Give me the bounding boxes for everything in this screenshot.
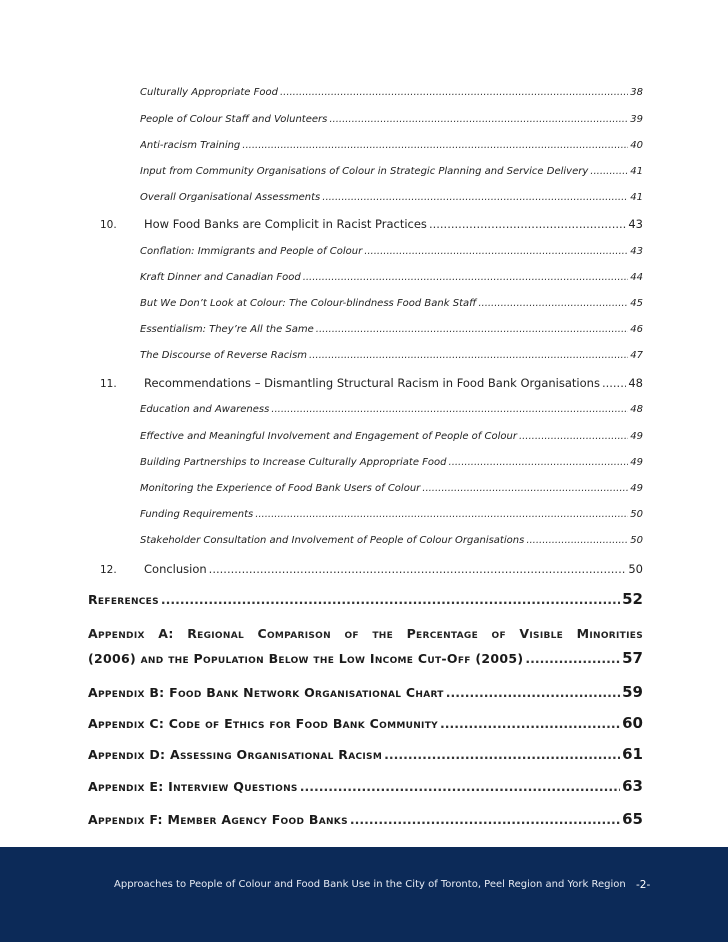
leader-dots bbox=[525, 651, 620, 666]
toc-entry-label: (2006) and the Population Below the Low Income Cut-Off (2005) bbox=[88, 651, 524, 666]
section-title: How Food Banks are Complicit in Racist Practices bbox=[144, 217, 427, 231]
leader-dots bbox=[322, 192, 628, 203]
page-number: -2- bbox=[636, 879, 651, 891]
toc-section-12[interactable] bbox=[100, 562, 643, 576]
footer-title: Approaches to People of Colour and Food Bank Use in the City of Toronto, Peel Region and York Region bbox=[114, 879, 626, 890]
toc-entry-label: The Discourse of Reverse Racism bbox=[140, 350, 308, 361]
toc-entry[interactable] bbox=[140, 140, 643, 151]
leader-dots bbox=[478, 298, 628, 309]
leader-dots bbox=[440, 716, 620, 731]
toc-entry[interactable] bbox=[140, 431, 643, 442]
leader-dots bbox=[350, 812, 620, 827]
toc-entry-page: 45 bbox=[630, 298, 643, 309]
toc-entry-label: But We Don’t Look at Colour: The Colour-blindness Food Bank Staff bbox=[140, 298, 477, 309]
leader-dots bbox=[429, 217, 626, 231]
section-title: Recommendations – Dismantling Structural Racism in Food Bank Organisations bbox=[144, 376, 600, 390]
leader-dots bbox=[449, 457, 629, 468]
toc-entry-label: Monitoring the Experience of Food Bank Users of Colour bbox=[140, 483, 421, 494]
section-number: 11. bbox=[100, 378, 117, 390]
toc-entry-page: 41 bbox=[630, 192, 643, 203]
toc-appendix-d[interactable] bbox=[88, 745, 643, 763]
toc-entry-label: Appendix D: Assessing Organisational Racism bbox=[88, 747, 383, 762]
toc-section-10[interactable] bbox=[100, 217, 643, 231]
toc-entry[interactable] bbox=[140, 246, 643, 257]
leader-dots bbox=[255, 509, 628, 520]
toc-entry-label: Input from Community Organisations of Colour in Strategic Planning and Service Delivery bbox=[140, 166, 589, 177]
toc-entry[interactable] bbox=[140, 509, 643, 520]
toc-entry-page: 50 bbox=[628, 562, 643, 576]
toc-entry-label: Effective and Meaningful Involvement and Engagement of People of Colour bbox=[140, 431, 517, 442]
toc-entry[interactable] bbox=[140, 114, 643, 125]
leader-dots bbox=[602, 376, 626, 390]
toc-appendix-e[interactable] bbox=[88, 777, 643, 795]
toc-entry-label: Funding Requirements bbox=[140, 509, 254, 520]
toc-entry-label: Appendix E: Interview Questions bbox=[88, 779, 298, 794]
toc-entry-page: 63 bbox=[622, 777, 643, 795]
leader-dots bbox=[309, 350, 628, 361]
toc-entry-page: 57 bbox=[622, 649, 643, 667]
leader-dots bbox=[519, 431, 628, 442]
toc-appendix-a[interactable] bbox=[88, 626, 643, 641]
leader-dots bbox=[316, 324, 628, 335]
toc-entry-label: People of Colour Staff and Volunteers bbox=[140, 114, 328, 125]
toc-entry-label: Building Partnerships to Increase Culturally Appropriate Food bbox=[140, 457, 447, 468]
toc-entry[interactable] bbox=[140, 350, 643, 361]
leader-dots bbox=[209, 562, 627, 576]
toc-entry-label: Appendix C: Code of Ethics for Food Bank Community bbox=[88, 716, 438, 731]
toc-entry-page: 49 bbox=[630, 483, 643, 494]
toc-entry-page: 44 bbox=[630, 272, 643, 283]
toc-entry-page: 48 bbox=[628, 376, 643, 390]
leader-dots bbox=[329, 114, 628, 125]
leader-dots bbox=[271, 404, 628, 415]
toc-entry-page: 39 bbox=[630, 114, 643, 125]
toc-entry[interactable] bbox=[140, 166, 643, 177]
toc-entry-label: Conflation: Immigrants and People of Colour bbox=[140, 246, 363, 257]
toc-entry-label: Essentialism: They’re All the Same bbox=[140, 324, 314, 335]
toc-entry-page: 50 bbox=[630, 535, 643, 546]
leader-dots bbox=[242, 140, 628, 151]
toc-entry-page: 49 bbox=[630, 431, 643, 442]
toc-section-11[interactable] bbox=[100, 376, 643, 390]
toc-entry-page: 41 bbox=[630, 166, 643, 177]
toc-entry-label: Appendix B: Food Bank Network Organisational Chart bbox=[88, 685, 444, 700]
toc-entry-page: 65 bbox=[622, 810, 643, 828]
toc-entry-label: Appendix F: Member Agency Food Banks bbox=[88, 812, 348, 827]
toc-entry-page: 40 bbox=[630, 140, 643, 151]
section-number: 12. bbox=[100, 564, 117, 576]
toc-entry[interactable] bbox=[140, 483, 643, 494]
toc-entry[interactable] bbox=[140, 324, 643, 335]
toc-entry-label: Appendix A: Regional Comparison of the Percentage of Visible Minorities bbox=[88, 626, 643, 641]
leader-dots bbox=[364, 246, 628, 257]
toc-entry[interactable] bbox=[140, 298, 643, 309]
toc-entry-page: 61 bbox=[622, 745, 643, 763]
toc-entry-label: References bbox=[88, 592, 159, 607]
leader-dots bbox=[161, 592, 620, 607]
toc-entry-label: Stakeholder Consultation and Involvement of People of Colour Organisations bbox=[140, 535, 525, 546]
toc-entry[interactable] bbox=[140, 272, 643, 283]
toc-entry-label: Overall Organisational Assessments bbox=[140, 192, 321, 203]
section-title: Conclusion bbox=[144, 562, 207, 576]
toc-entry[interactable] bbox=[140, 404, 643, 415]
toc-entry-page: 48 bbox=[630, 404, 643, 415]
toc-appendix-c[interactable] bbox=[88, 714, 643, 732]
toc-appendix-f[interactable] bbox=[88, 810, 643, 828]
toc-entry-page: 52 bbox=[622, 590, 643, 608]
toc-entry[interactable] bbox=[140, 87, 643, 98]
toc-entry-label: Kraft Dinner and Canadian Food bbox=[140, 272, 301, 283]
leader-dots bbox=[422, 483, 628, 494]
toc-entry-label: Anti-racism Training bbox=[140, 140, 241, 151]
toc-entry[interactable] bbox=[140, 457, 643, 468]
leader-dots bbox=[280, 87, 628, 98]
leader-dots bbox=[590, 166, 628, 177]
toc-entry-label: Culturally Appropriate Food bbox=[140, 87, 278, 98]
leader-dots bbox=[303, 272, 629, 283]
toc-entry[interactable] bbox=[140, 535, 643, 546]
page-footer bbox=[0, 847, 728, 942]
leader-dots bbox=[384, 747, 620, 762]
toc-appendix-b[interactable] bbox=[88, 683, 643, 701]
toc-entry-page: 59 bbox=[622, 683, 643, 701]
toc-entry-page: 47 bbox=[630, 350, 643, 361]
toc-entry-page: 60 bbox=[622, 714, 643, 732]
leader-dots bbox=[446, 685, 620, 700]
leader-dots bbox=[300, 779, 620, 794]
toc-entry-page: 50 bbox=[630, 509, 643, 520]
toc-entry-page: 38 bbox=[630, 87, 643, 98]
toc-entry-label: Education and Awareness bbox=[140, 404, 270, 415]
toc-entry-page: 46 bbox=[630, 324, 643, 335]
toc-references[interactable] bbox=[88, 590, 643, 608]
toc-entry[interactable] bbox=[140, 192, 643, 203]
toc-entry-page: 43 bbox=[628, 217, 643, 231]
leader-dots bbox=[526, 535, 628, 546]
section-number: 10. bbox=[100, 219, 117, 231]
toc-entry-page: 43 bbox=[630, 246, 643, 257]
toc-entry-page: 49 bbox=[630, 457, 643, 468]
toc-appendix-a-line2[interactable] bbox=[88, 649, 643, 667]
